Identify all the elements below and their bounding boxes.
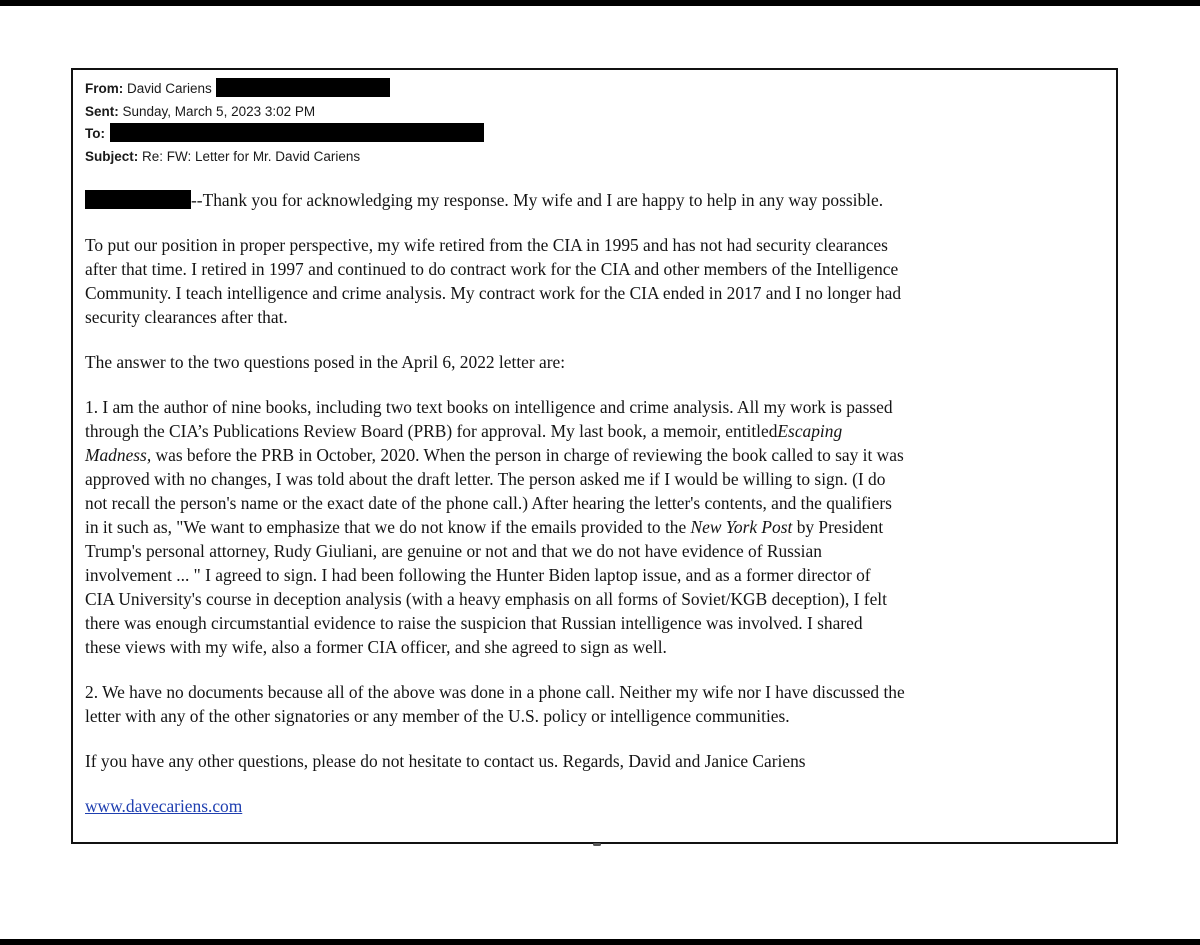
- text-line: If you have any other questions, please do not hesitate to contact us. Regards, David and Janice Cariens: [85, 751, 806, 771]
- text-line: Trump's personal attorney, Rudy Giuliani, are genuine or not and that we do not have evidence of Russian: [85, 541, 822, 561]
- text-line: Community. I teach intelligence and crime analysis. My contract work for the CIA ended in 2017 and I no longer had: [85, 283, 902, 303]
- greeting-paragraph: [85, 188, 1105, 212]
- subject-value: Re: FW: Letter for Mr. David Cariens: [142, 148, 361, 164]
- subject-label: Subject:: [85, 148, 139, 164]
- text-segment: by President: [792, 517, 884, 537]
- website-paragraph: [85, 794, 1105, 818]
- text-line: [85, 419, 1105, 443]
- text-line: not recall the person's name or the exact date of the phone call.) After hearing the letter's contents, and the qualifiers: [85, 493, 892, 513]
- text-line: letter with any of the other signatories or any member of the U.S. policy or intelligence communities.: [85, 706, 790, 726]
- text-line: To put our position in proper perspective, my wife retired from the CIA in 1995 and has not had security clearances: [85, 235, 888, 255]
- to-label: To:: [85, 126, 105, 141]
- redaction-bar: [85, 190, 191, 209]
- text-line: The answer to the two questions posed in the April 6, 2022 letter are:: [85, 352, 566, 372]
- redaction-bar: [110, 123, 484, 142]
- closing-paragraph: [85, 749, 1105, 773]
- perspective-paragraph: [85, 233, 1105, 329]
- from-value: David Cariens: [127, 81, 212, 96]
- newspaper-name: New York Post: [690, 517, 793, 537]
- text-segment: was before the PRB in October, 2020. When the person in charge of reviewing the book called to say it was: [151, 445, 904, 465]
- from-row: [85, 78, 484, 101]
- text-line: approved with no changes, I was told about the draft letter. The person asked me if I would be willing to sign. (I do: [85, 469, 886, 489]
- greeting-text: --Thank you for acknowledging my response. My wife and I are happy to help in any way possible.: [191, 190, 884, 210]
- top-border: [0, 0, 1200, 6]
- sent-value: Sunday, March 5, 2023 3:02 PM: [122, 103, 316, 119]
- bottom-border: [0, 939, 1200, 945]
- answer-1-paragraph: [85, 395, 1105, 659]
- text-line: [85, 515, 1105, 539]
- text-line: 2. We have no documents because all of the above was done in a phone call. Neither my wife nor I have discussed the: [85, 682, 905, 702]
- text-line: 1. I am the author of nine books, including two text books on intelligence and crime analysis. All my work is passed: [85, 397, 893, 417]
- text-line: involvement ... " I agreed to sign. I had been following the Hunter Biden laptop issue, and as a former director of: [85, 565, 871, 585]
- text-line: security clearances after that.: [85, 307, 288, 327]
- book-title-part: Madness,: [85, 445, 152, 465]
- from-label: From:: [85, 81, 124, 96]
- text-line: CIA University's course in deception analysis (with a heavy emphasis on all forms of Soviet/KGB deception), I felt: [85, 589, 887, 609]
- text-segment: through the CIA’s Publications Review Board (PRB) for approval. My last book, a memoir, entitled: [85, 421, 778, 441]
- text-segment: in it such as, "We want to emphasize that we do not know if the emails provided to the: [85, 517, 691, 537]
- email-document: [71, 68, 1118, 844]
- text-line: there was enough circumstantial evidence to raise the suspicion that Russian intelligence was involved. I shared: [85, 613, 863, 633]
- book-title-part: Escaping: [777, 421, 843, 441]
- text-line: after that time. I retired in 1997 and continued to do contract work for the CIA and other members of the Intelligence: [85, 259, 899, 279]
- email-body: [85, 188, 1105, 839]
- email-header: [85, 78, 484, 168]
- text-line: [85, 443, 1105, 467]
- sent-label: Sent:: [85, 103, 119, 119]
- subject-row: [85, 146, 484, 169]
- text-line: these views with my wife, also a former CIA officer, and she agreed to sign as well.: [85, 637, 667, 657]
- to-row: [85, 123, 484, 146]
- answer-intro-paragraph: [85, 350, 1105, 374]
- redaction-bar: [216, 78, 390, 97]
- answer-2-paragraph: [85, 680, 1105, 728]
- sent-row: [85, 101, 484, 124]
- website-link[interactable]: www.davecariens.com: [85, 796, 243, 816]
- scan-artifact: [593, 843, 601, 846]
